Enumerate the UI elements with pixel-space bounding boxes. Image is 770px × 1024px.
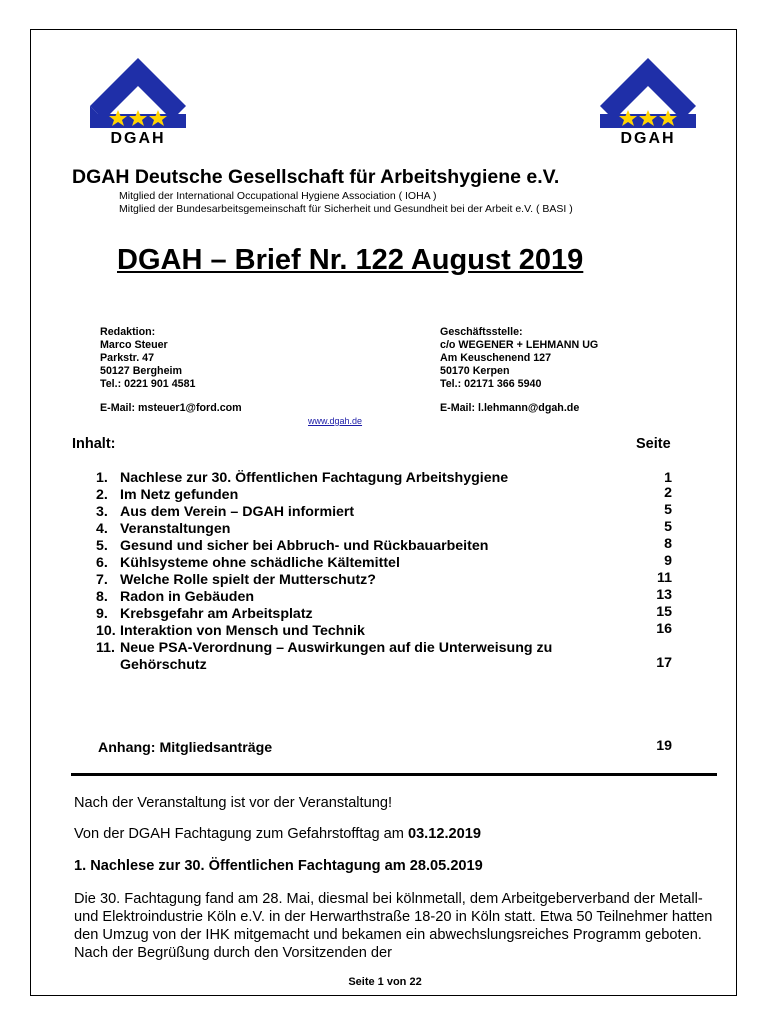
toc-item-label: Im Netz gefunden bbox=[120, 487, 239, 503]
redaktion-block bbox=[100, 326, 195, 391]
membership-line-basi: Mitglied der Bundesarbeitsgemeinschaft für Sicherheit und Gesundheit bei der Arbeit e.V. ( BASI ) bbox=[119, 203, 573, 215]
toc-item-label: Krebsgefahr am Arbeitsplatz bbox=[120, 606, 313, 622]
toc-item-number: 10. bbox=[96, 623, 116, 639]
toc-item-page: 11 bbox=[657, 570, 672, 586]
redaktion-city: 50127 Bergheim bbox=[100, 365, 182, 377]
next-event-date: 03.12.2019 bbox=[407, 826, 481, 842]
redaktion-label: Redaktion: bbox=[100, 326, 156, 338]
section-heading: 1. Nachlese zur 30. Öffentlichen Fachtagung am 28.05.2019 bbox=[74, 858, 483, 874]
next-event-line bbox=[74, 826, 481, 842]
toc-page-heading: Seite bbox=[636, 436, 671, 452]
toc-item-number: 1. bbox=[96, 470, 108, 486]
toc-item-number: 11. bbox=[96, 640, 115, 656]
toc-item-page: 17 bbox=[656, 655, 672, 671]
geschaeftsstelle-phone: Tel.: 02171 366 5940 bbox=[440, 378, 542, 390]
redaktion-email: E-Mail: msteuer1@ford.com bbox=[100, 402, 242, 414]
toc-item-label: Radon in Gebäuden bbox=[120, 589, 254, 605]
toc-item-page: 13 bbox=[656, 587, 672, 603]
toc-item-page: 15 bbox=[656, 604, 672, 620]
toc-item-label: Interaktion von Mensch und Technik bbox=[120, 623, 365, 639]
toc-item-number: 2. bbox=[96, 487, 108, 503]
toc-heading: Inhalt: bbox=[72, 436, 116, 452]
dgah-logo-left bbox=[88, 56, 188, 152]
brief-title: DGAH – Brief Nr. 122 August 2019 bbox=[117, 244, 584, 276]
toc-item-label: Gesund und sicher bei Abbruch- und Rückbauarbeiten bbox=[120, 538, 489, 554]
toc-item-number: 6. bbox=[96, 555, 108, 571]
toc-item-number: 9. bbox=[96, 606, 108, 622]
toc-anhang-label: Anhang: Mitgliedsanträge bbox=[98, 740, 273, 756]
dgah-logo-mark-icon bbox=[598, 56, 698, 130]
toc-item-page: 5 bbox=[664, 519, 672, 535]
toc-item-page: 9 bbox=[664, 553, 672, 569]
toc-anhang-page: 19 bbox=[656, 738, 672, 754]
toc-item-label: Neue PSA-Verordnung – Auswirkungen auf die Unterweisung zu bbox=[120, 640, 553, 656]
geschaeftsstelle-street: Am Keuschenend 127 bbox=[440, 352, 552, 364]
toc-item-page: 16 bbox=[656, 621, 672, 637]
geschaeftsstelle-block bbox=[440, 326, 598, 391]
toc-item-label: Nachlese zur 30. Öffentlichen Fachtagung Arbeitshygiene bbox=[120, 470, 509, 486]
toc-item-page: 1 bbox=[664, 470, 672, 486]
logo-text: DGAH bbox=[620, 130, 676, 147]
toc-item-number: 8. bbox=[96, 589, 108, 605]
geschaeftsstelle-label: Geschäftsstelle: bbox=[440, 326, 523, 338]
toc-item-label: Aus dem Verein – DGAH informiert bbox=[120, 504, 355, 520]
logo-text: DGAH bbox=[110, 130, 166, 147]
section-divider bbox=[71, 773, 717, 776]
toc-item-label: Veranstaltungen bbox=[120, 521, 231, 537]
redaktion-name: Marco Steuer bbox=[100, 339, 168, 351]
page-footer: Seite 1 von 22 bbox=[348, 976, 422, 988]
dgah-logo-mark-icon bbox=[88, 56, 188, 130]
dgah-logo-right bbox=[598, 56, 698, 152]
redaktion-phone: Tel.: 0221 901 4581 bbox=[100, 378, 196, 390]
membership-line-ioha: Mitglied der International Occupational Hygiene Association ( IOHA ) bbox=[119, 190, 437, 202]
toc-item-number: 3. bbox=[96, 504, 108, 520]
intro-line: Nach der Veranstaltung ist vor der Veranstaltung! bbox=[74, 795, 393, 811]
toc-item-page: 2 bbox=[664, 485, 672, 501]
toc-item-number: 4. bbox=[96, 521, 108, 537]
toc-item-page: 5 bbox=[664, 502, 672, 518]
organization-title: DGAH Deutsche Gesellschaft für Arbeitshygiene e.V. bbox=[72, 166, 560, 188]
redaktion-street: Parkstr. 47 bbox=[100, 352, 155, 364]
next-event-prefix: Von der DGAH Fachtagung zum Gefahrstofftag am bbox=[74, 826, 408, 842]
toc-item-label: Kühlsysteme ohne schädliche Kältemittel bbox=[120, 555, 400, 571]
geschaeftsstelle-city: 50170 Kerpen bbox=[440, 365, 510, 377]
toc-item-page: 8 bbox=[664, 536, 672, 552]
section-paragraph: Die 30. Fachtagung fand am 28. Mai, diesmal bei kölnmetall, dem Arbeitgeberverband der Metall- und Elektroindustrie Köln e.V. in der Herwarthstraße 18-20 in Köln statt. Etwa 50 Teilnehmer hatten den Umzug von der IHK mitgemacht und bekamen ein abwechslungsreiches Programm geboten. Nach der Begrüßung durch den Vorsitzenden der bbox=[74, 891, 713, 961]
toc-item-number: 5. bbox=[96, 538, 108, 554]
geschaeftsstelle-email: E-Mail: l.lehmann@dgah.de bbox=[440, 402, 580, 414]
geschaeftsstelle-company: c/o WEGENER + LEHMANN UG bbox=[440, 339, 599, 351]
toc-item-number: 7. bbox=[96, 572, 108, 588]
toc-item-label: Welche Rolle spielt der Mutterschutz? bbox=[120, 572, 376, 588]
website-link[interactable]: www.dgah.de bbox=[308, 416, 363, 426]
toc-item-label: Gehörschutz bbox=[120, 657, 207, 673]
